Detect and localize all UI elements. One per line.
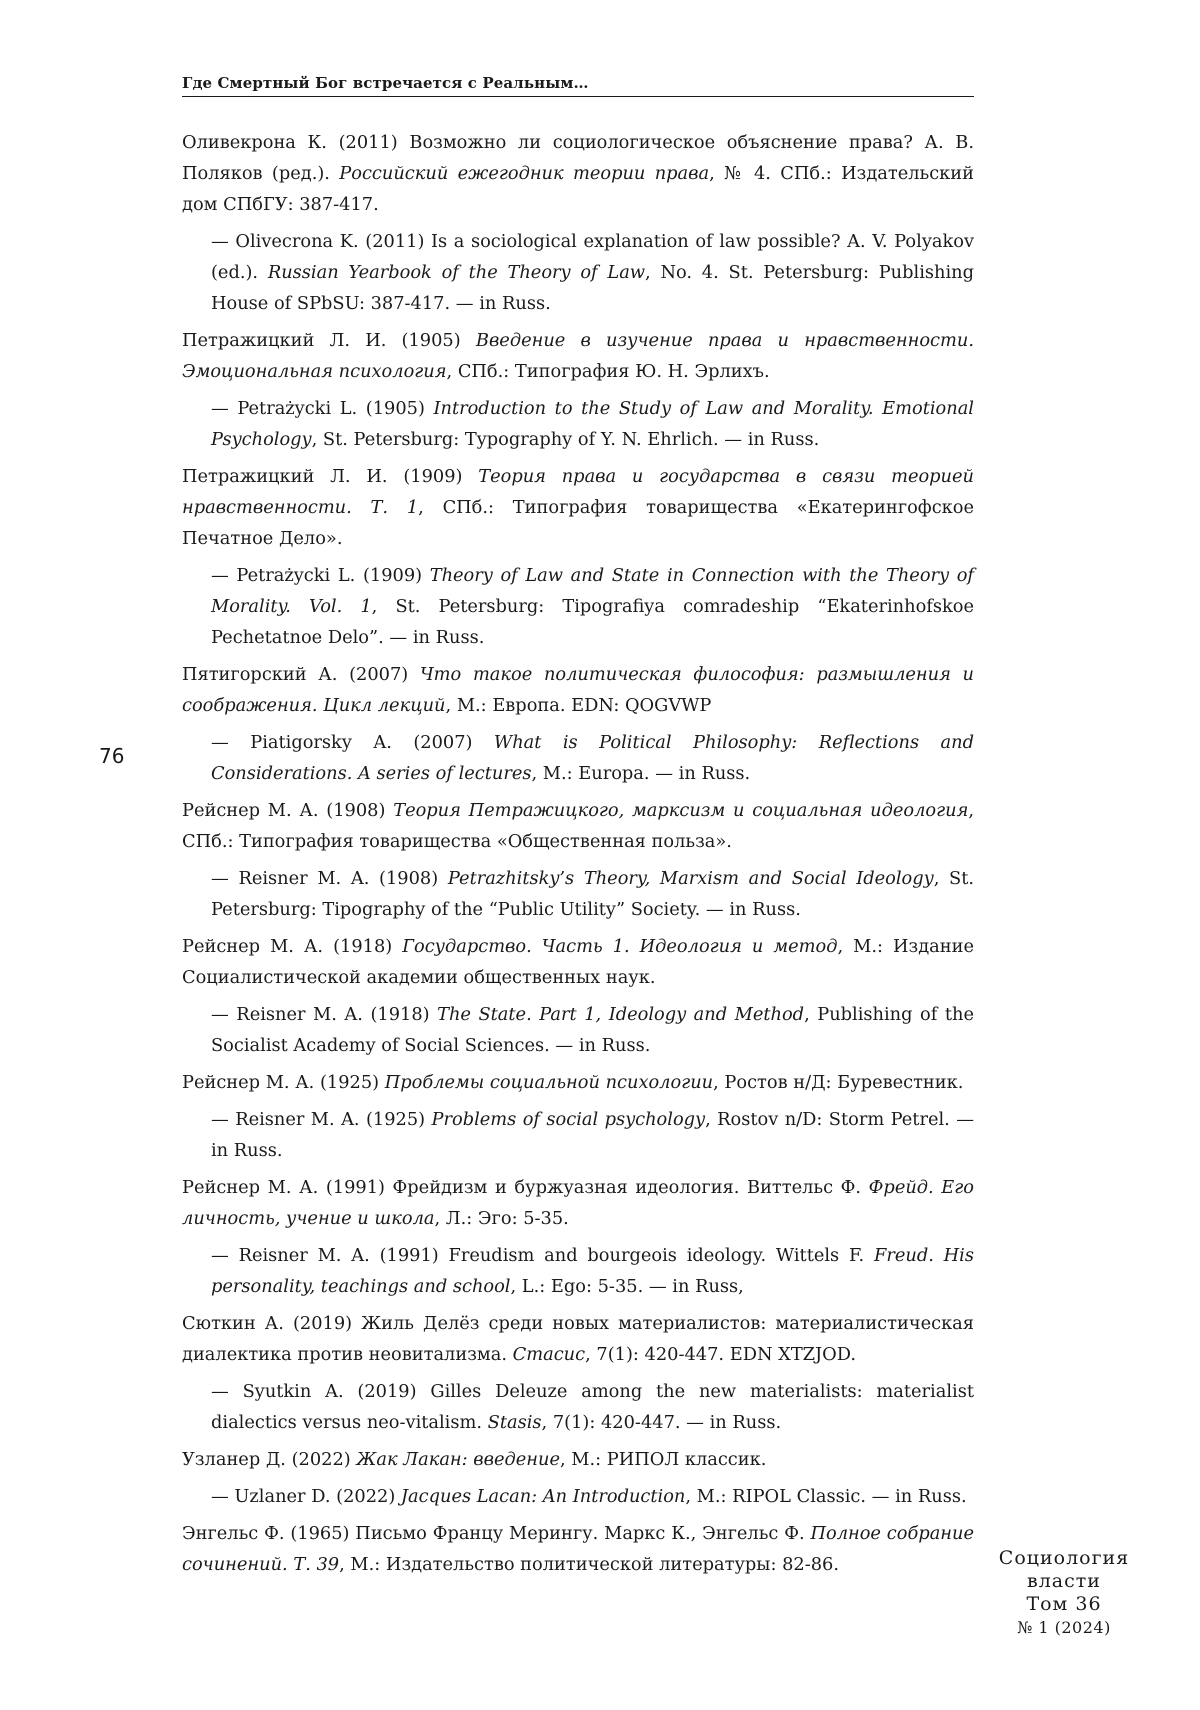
reference-entry xyxy=(182,461,974,554)
reference-text: Рейснер М. А. (1925) xyxy=(182,1072,385,1093)
reference-text: Петражицкий Л. И. (1909) xyxy=(182,466,479,487)
reference-text: — Piatigorsky A. (2007) xyxy=(211,732,494,753)
reference-details: , St. Petersburg: Tipografiya comradeship “Ekaterinhofskoe Pechetatnoe Delo”. — in Russ. xyxy=(211,596,974,648)
reference-translation xyxy=(211,999,974,1061)
journal-issue: № 1 (2024) xyxy=(1017,1618,1111,1637)
reference-translation xyxy=(211,560,974,653)
reference-text: — Uzlaner D. (2022) xyxy=(211,1486,401,1507)
reference-title: Российский ежегодник теории права xyxy=(339,163,710,184)
journal-title-line2: власти xyxy=(1027,1570,1101,1592)
reference-details: , L.: Ego: 5-35. — in Russ, xyxy=(510,1276,744,1297)
reference-title: Russian Yearbook of the Theory of Law xyxy=(267,262,646,283)
reference-title: Теория права и государства в связи теорией нравственности. Т. 1 xyxy=(182,466,974,518)
reference-title: What is Political Philosophy: Reflections and Considerations. A series of lectures xyxy=(211,732,974,784)
page-number: 76 xyxy=(99,744,125,768)
reference-text: Пятигорский А. (2007) xyxy=(182,664,420,685)
reference-text: — Petrażycki L. (1905) xyxy=(211,398,434,419)
reference-entry xyxy=(182,931,974,993)
journal-title-line1: Социология xyxy=(998,1547,1130,1569)
reference-text: — Petrażycki L. (1909) xyxy=(211,565,430,586)
reference-details: , 7(1): 420-447. — in Russ. xyxy=(541,1412,782,1433)
journal-footer xyxy=(975,1547,1153,1639)
reference-translation xyxy=(211,1104,974,1166)
reference-text: Рейснер М. А. (1918) xyxy=(182,936,403,957)
journal-volume: Том 36 xyxy=(1026,1593,1102,1615)
reference-entry xyxy=(182,795,974,857)
reference-entry xyxy=(182,127,974,220)
reference-details: , Rostov n/D: Storm Petrel. — in Russ. xyxy=(211,1109,975,1161)
reference-entry xyxy=(182,1444,974,1475)
reference-entry xyxy=(182,1518,974,1580)
reference-title: Что такое политическая философия: размышления и соображения. Цикл лекций xyxy=(182,664,974,716)
reference-title: Теория Петражицкого, марксизм и социальная идеология xyxy=(393,800,969,821)
reference-details: , M.: Europa. — in Russ. xyxy=(531,763,751,784)
reference-details: , Ростов н/Д: Буревестник. xyxy=(713,1072,964,1093)
reference-translation xyxy=(211,1240,974,1302)
reference-translation xyxy=(211,863,974,925)
reference-text: — Reisner M. A. (1925) xyxy=(211,1109,432,1130)
reference-title: Problems of social psychology xyxy=(431,1109,706,1130)
reference-details: , Л.: Эго: 5-35. xyxy=(434,1208,569,1229)
reference-details: , 7(1): 420-447. EDN XTZJOD. xyxy=(585,1344,857,1365)
reference-title: Jacques Lacan: An Introduction xyxy=(400,1486,686,1507)
reference-title: Государство. Часть 1. Идеология и метод xyxy=(402,936,838,957)
reference-text: Оливекрона К. (2011) Возможно ли социологическое объяснение права? А. В. Поляков (ред.). xyxy=(182,132,974,184)
reference-details: , Publishing of the Socialist Academy of Social Sciences. — in Russ. xyxy=(211,1004,974,1056)
reference-details: , СПб.: Типография товарищества «Общественная польза». xyxy=(182,800,975,852)
reference-entry xyxy=(182,1067,974,1098)
reference-details: , М.: Европа. EDN: QOGVWP xyxy=(445,695,712,716)
reference-translation xyxy=(211,1481,974,1512)
reference-text: — Reisner M. A. (1908) xyxy=(211,868,448,889)
reference-entry xyxy=(182,659,974,721)
reference-text: Сюткин А. (2019) Жиль Делёз среди новых материалистов: материалистическая диалектика против неовитализма. xyxy=(182,1313,974,1365)
reference-entry xyxy=(182,1172,974,1234)
reference-title: Введение в изучение права и нравственности. Эмоциональная психология xyxy=(182,330,974,382)
reference-details: , No. 4. St. Petersburg: Publishing House of SPbSU: 387-417. — in Russ. xyxy=(211,262,974,314)
reference-title: Freud. His personality, teachings and school xyxy=(211,1245,974,1297)
reference-details: , СПб.: Типография товарищества «Екатерингофское Печатное Дело». xyxy=(182,497,974,549)
reference-details: , М.: Издательство политической литературы: 82-86. xyxy=(339,1554,840,1575)
reference-details: , St. Petersburg: Tipography of the “Public Utility” Society. — in Russ. xyxy=(211,868,974,920)
reference-details: , М.: Издание Социалистической академии общественных наук. xyxy=(182,936,974,988)
reference-title: Petrazhitsky’s Theory, Marxism and Social Ideology xyxy=(447,868,934,889)
reference-text: Петражицкий Л. И. (1905) xyxy=(182,330,476,351)
reference-list xyxy=(182,127,974,1586)
reference-entry xyxy=(182,325,974,387)
reference-text: — Olivecrona K. (2011) Is a sociological explanation of law possible? A. V. Polyakov (ed.). xyxy=(211,231,974,283)
reference-title: The State. Part 1, Ideology and Method xyxy=(437,1004,805,1025)
reference-details: , St. Petersburg: Typography of Y. N. Ehrlich. — in Russ. xyxy=(311,429,820,450)
reference-text: Узланер Д. (2022) xyxy=(182,1449,357,1470)
reference-title: Introduction to the Study of Law and Morality. Emotional Psychology xyxy=(211,398,974,450)
reference-title: Проблемы социальной психологии xyxy=(384,1072,714,1093)
reference-title: Стасис xyxy=(512,1344,586,1365)
reference-text: — Reisner M. A. (1918) xyxy=(211,1004,438,1025)
reference-details: , СПб.: Типография Ю. Н. Эрлихъ. xyxy=(446,361,770,382)
reference-details: , М.: РИПОЛ классик. xyxy=(559,1449,767,1470)
reference-text: — Reisner M. A. (1991) Freudism and bourgeois ideology. Wittels F. xyxy=(211,1245,875,1266)
reference-translation xyxy=(211,226,974,319)
reference-title: Фрейд. Его личность, учение и школа xyxy=(182,1177,974,1229)
reference-details: , № 4. СПб.: Издательский дом СПбГУ: 387-417. xyxy=(182,163,974,215)
reference-title: Полное собрание сочинений. Т. 39 xyxy=(182,1523,974,1575)
running-head: Где Смертный Бог встречается с Реальным… xyxy=(182,74,974,97)
reference-title: Stasis xyxy=(487,1412,542,1433)
reference-translation xyxy=(211,727,974,789)
reference-title: Жак Лакан: введение xyxy=(356,1449,560,1470)
reference-text: Рейснер М. А. (1991) Фрейдизм и буржуазная идеология. Виттельс Ф. xyxy=(182,1177,869,1198)
reference-translation xyxy=(211,393,974,455)
reference-details: , M.: RIPOL Classic. — in Russ. xyxy=(685,1486,967,1507)
reference-translation xyxy=(211,1376,974,1438)
reference-entry xyxy=(182,1308,974,1370)
reference-text: Энгельс Ф. (1965) Письмо Францу Мерингу. Маркс К., Энгельс Ф. xyxy=(182,1523,811,1544)
reference-title: Theory of Law and State in Connection with the Theory of Morality. Vol. 1 xyxy=(211,565,975,617)
reference-text: Рейснер М. А. (1908) xyxy=(182,800,394,821)
reference-text: — Syutkin A. (2019) Gilles Deleuze among the new materialists: materialist dialectics versus neo-vitalism. xyxy=(211,1381,974,1433)
